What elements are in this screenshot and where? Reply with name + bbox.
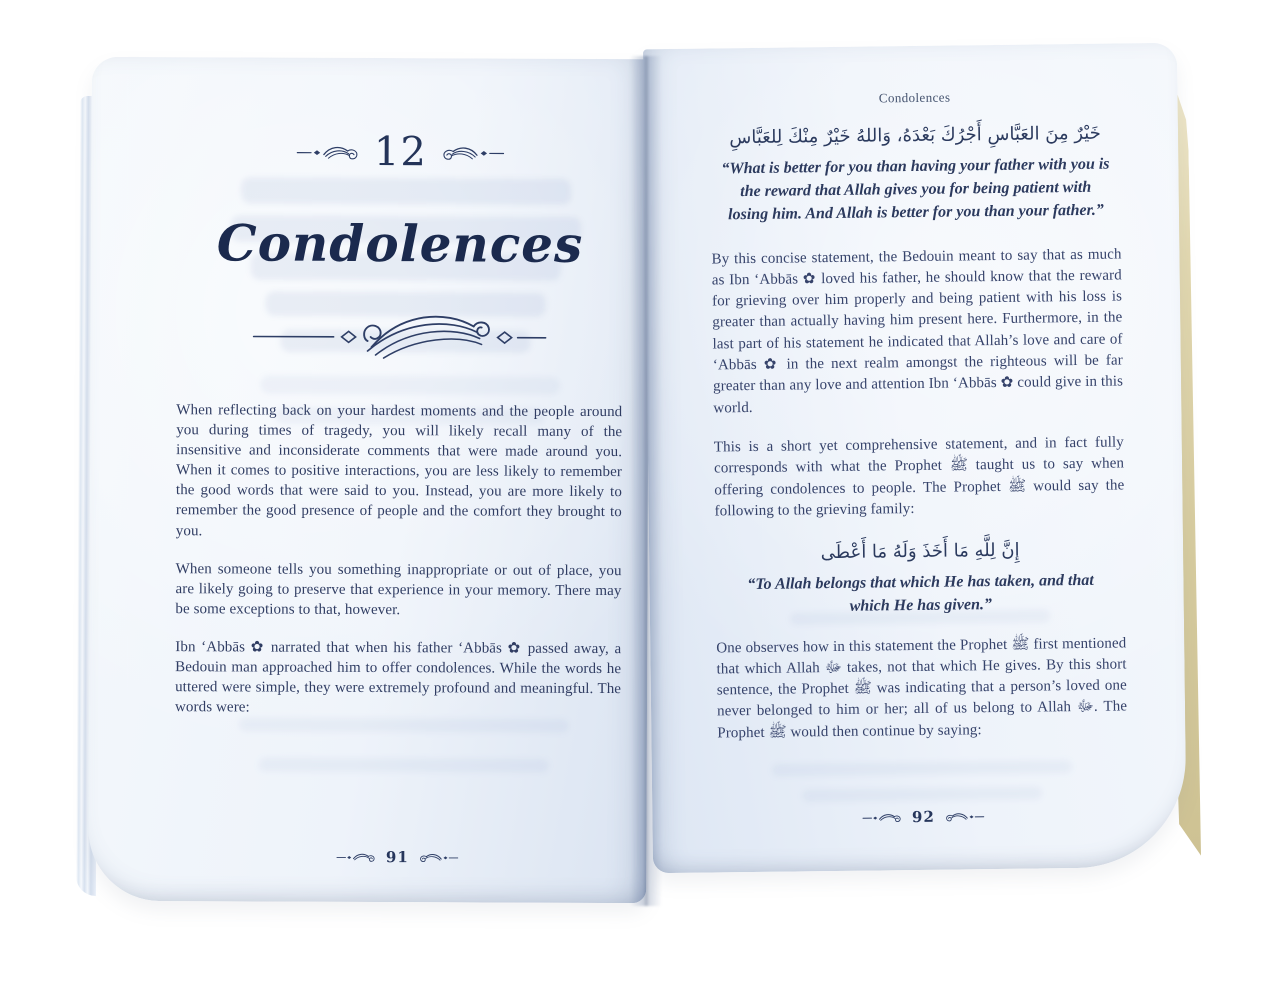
- chapter-flourish-left-icon: [296, 142, 360, 162]
- body-paragraph: By this concise statement, the Bedouin meant to say that as much as Ibn ‘Abbās ✿ loved his father, he should know that the reward for grieving over him properly and being patient with his loss is greater than actually having him present here. Furthermore, in the last part of his statement he indicated that Allah’s love and care of ‘Abbās ✿ in the next realm amongst the righteous will be far greater than any love and attention Ibn ‘Abbās ✿ could give in this world.: [711, 246, 1124, 417]
- chapter-title: Condolences: [216, 213, 584, 274]
- left-page: [88, 57, 650, 903]
- body-paragraph: One observes how in this statement the Prophet ﷺ first mentioned that which Allah ﷻ takes, not that which He gives. By this short sentence, the Prophet ﷺ was indicating that a person’s loved one never belonged to him or her; all of us belong to Allah ﷻ. The Prophet ﷺ would then continue by saying:: [716, 634, 1128, 742]
- chapter-number: 12: [373, 129, 427, 176]
- footer-flourish-right-icon: [945, 809, 985, 823]
- divider-ornament-icon: [249, 306, 549, 367]
- footer-flourish-left-icon: [862, 810, 902, 824]
- body-paragraph: This is a short yet comprehensive statement, and in fact fully corresponds with what the Prophet ﷺ taught us to say when offering condolences to people. The Prophet ﷺ would say the following to the grieving family:: [713, 434, 1125, 520]
- right-page: [643, 43, 1187, 873]
- quote-translation: “To Allah belongs that which He has taken, and that which He has given.”: [747, 571, 1094, 616]
- body-paragraph: When reflecting back on your hardest moments and the people around you during times of tragedy, you will likely recall many of the insensitive and inconsiderate comments that were made around you. When it comes to positive interactions, you are less likely to remember the good words that were said to you. Instead, you are more likely to remember the good presence of people and the comfort they brought to you.: [175, 402, 623, 539]
- chapter-heading: [177, 129, 623, 176]
- arabic-quote: إِنَّ لِلَّهِ مَا أَخَذَ وَلَهُ مَا أَعْطَى: [820, 539, 1020, 564]
- page-footer: [718, 805, 1128, 828]
- quote-translation: “What is better for you than having your father with you is the reward that Allah gives you for being patient with losing him. And Allah is better for you than your father.”: [721, 155, 1110, 224]
- running-head: Condolences: [878, 89, 951, 106]
- arabic-quote: خَيْرٌ مِنَ العَبَّاسِ أَجْرُكَ بَعْدَهُ، وَاللهُ خَيْرٌ مِنْكَ لِلعَبَّاسِ: [729, 122, 1101, 149]
- body-paragraph: When someone tells you something inappropriate or out of place, you are likely going to preserve that experience in your memory. There may be some exceptions to that, however.: [175, 560, 622, 618]
- footer-flourish-left-icon: [336, 850, 376, 864]
- page-footer: [174, 847, 620, 867]
- page-number: 91: [385, 848, 409, 867]
- chapter-flourish-right-icon: [441, 142, 505, 162]
- body-paragraph: Ibn ‘Abbās ✿ narrated that when his father ‘Abbās ✿ passed away, a Bedouin man approached him to offer condolences. While the words he uttered were simple, they were extremely profound and meaningful. The words were:: [174, 639, 622, 716]
- footer-flourish-right-icon: [419, 850, 459, 864]
- page-number: 92: [911, 807, 935, 827]
- book: [70, 34, 1210, 934]
